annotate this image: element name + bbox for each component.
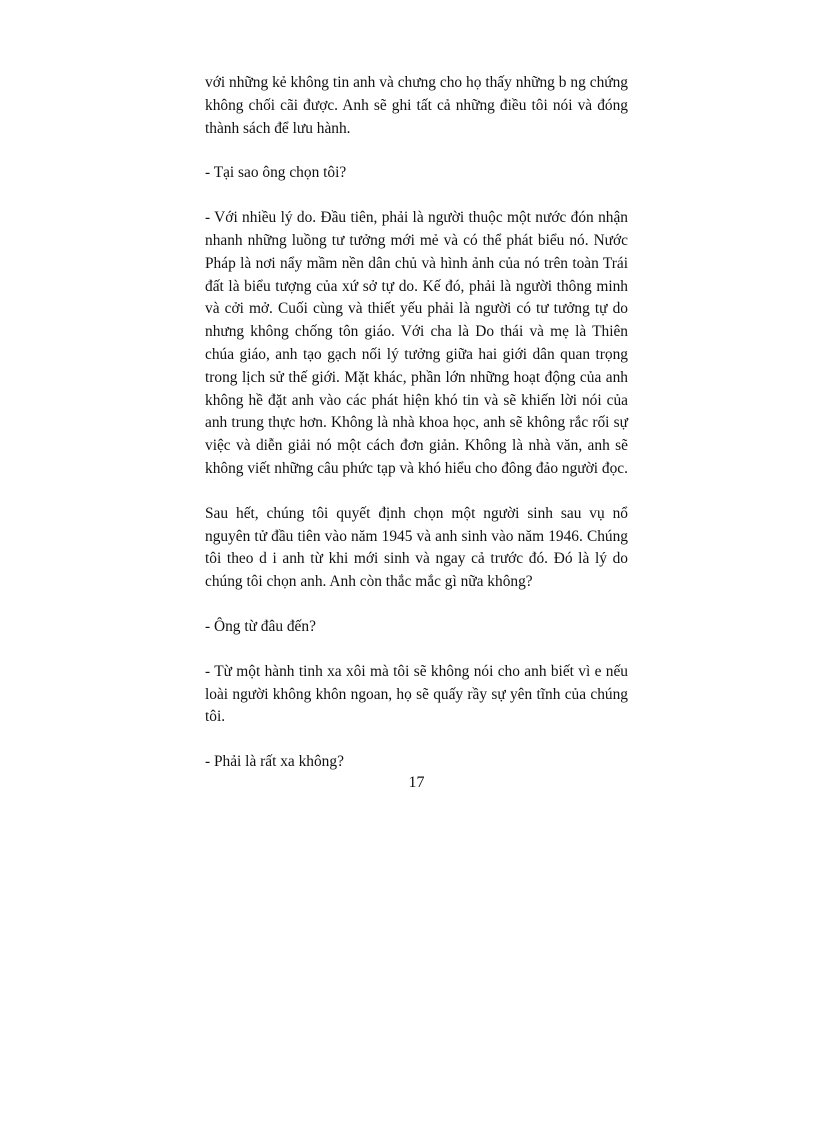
dialogue-line: - Tại sao ông chọn tôi?	[205, 164, 347, 182]
dialogue-line: - Ông từ đâu đến?	[205, 617, 316, 635]
page-body	[205, 72, 628, 796]
paragraph: với những kẻ không tin anh và chưng cho họ thấy những b ng chứng không chối cãi được. Anh sẽ ghi tất cả những điều tôi nói và đóng thành sách để lưu hành.	[205, 74, 628, 137]
paragraph: Sau hết, chúng tôi quyết định chọn một người sinh sau vụ nổ nguyên tử đầu tiên vào năm 1945 và anh sinh vào năm 1946. Chúng tôi theo d i anh từ khi mới sinh và ngay cả trước đó. Đó là lý do chúng tôi chọn anh. Anh còn thắc mắc gì nữa không?	[205, 504, 628, 591]
page-number: 17	[408, 774, 425, 791]
paragraph: - Từ một hành tinh xa xôi mà tôi sẽ không nói cho anh biết vì e nếu loài người không khôn ngoan, họ sẽ quấy rầy sự yên tĩnh của chúng tôi.	[205, 662, 628, 726]
paragraph: - Với nhiều lý do. Đầu tiên, phải là người thuộc một nước đón nhận nhanh những luồng tư tưởng mới mẻ và có thể phát biểu nó. Nước Pháp là nơi nẩy mầm nền dân chủ và hình ảnh của nó trên toàn Trái đất là biểu tượng của xứ sở tự do. Kế đó, phải là người thông minh và cởi mở. Cuối cùng và thiết yếu phải là người có tư tưởng tự do nhưng không chống tôn giáo. Với cha là Do thái và mẹ là Thiên chúa giáo, anh tạo gạch nối lý tưởng giữa hai giới dân quan trọng trong lịch sử thế giới. Mặt khác, phần lớn những hoạt động của anh không hề đặt anh vào các phát hiện khó tin và sẽ khiến lời nói của anh trung thực hơn. Không là nhà khoa học, anh sẽ không rắc rối sự việc và diễn giải nó một cách đơn giản. Không là nhà văn, anh sẽ không viết những câu phức tạp và khó hiểu cho đông đảo người đọc.	[205, 209, 628, 477]
dialogue-line: - Phải là rất xa không?	[205, 753, 344, 771]
